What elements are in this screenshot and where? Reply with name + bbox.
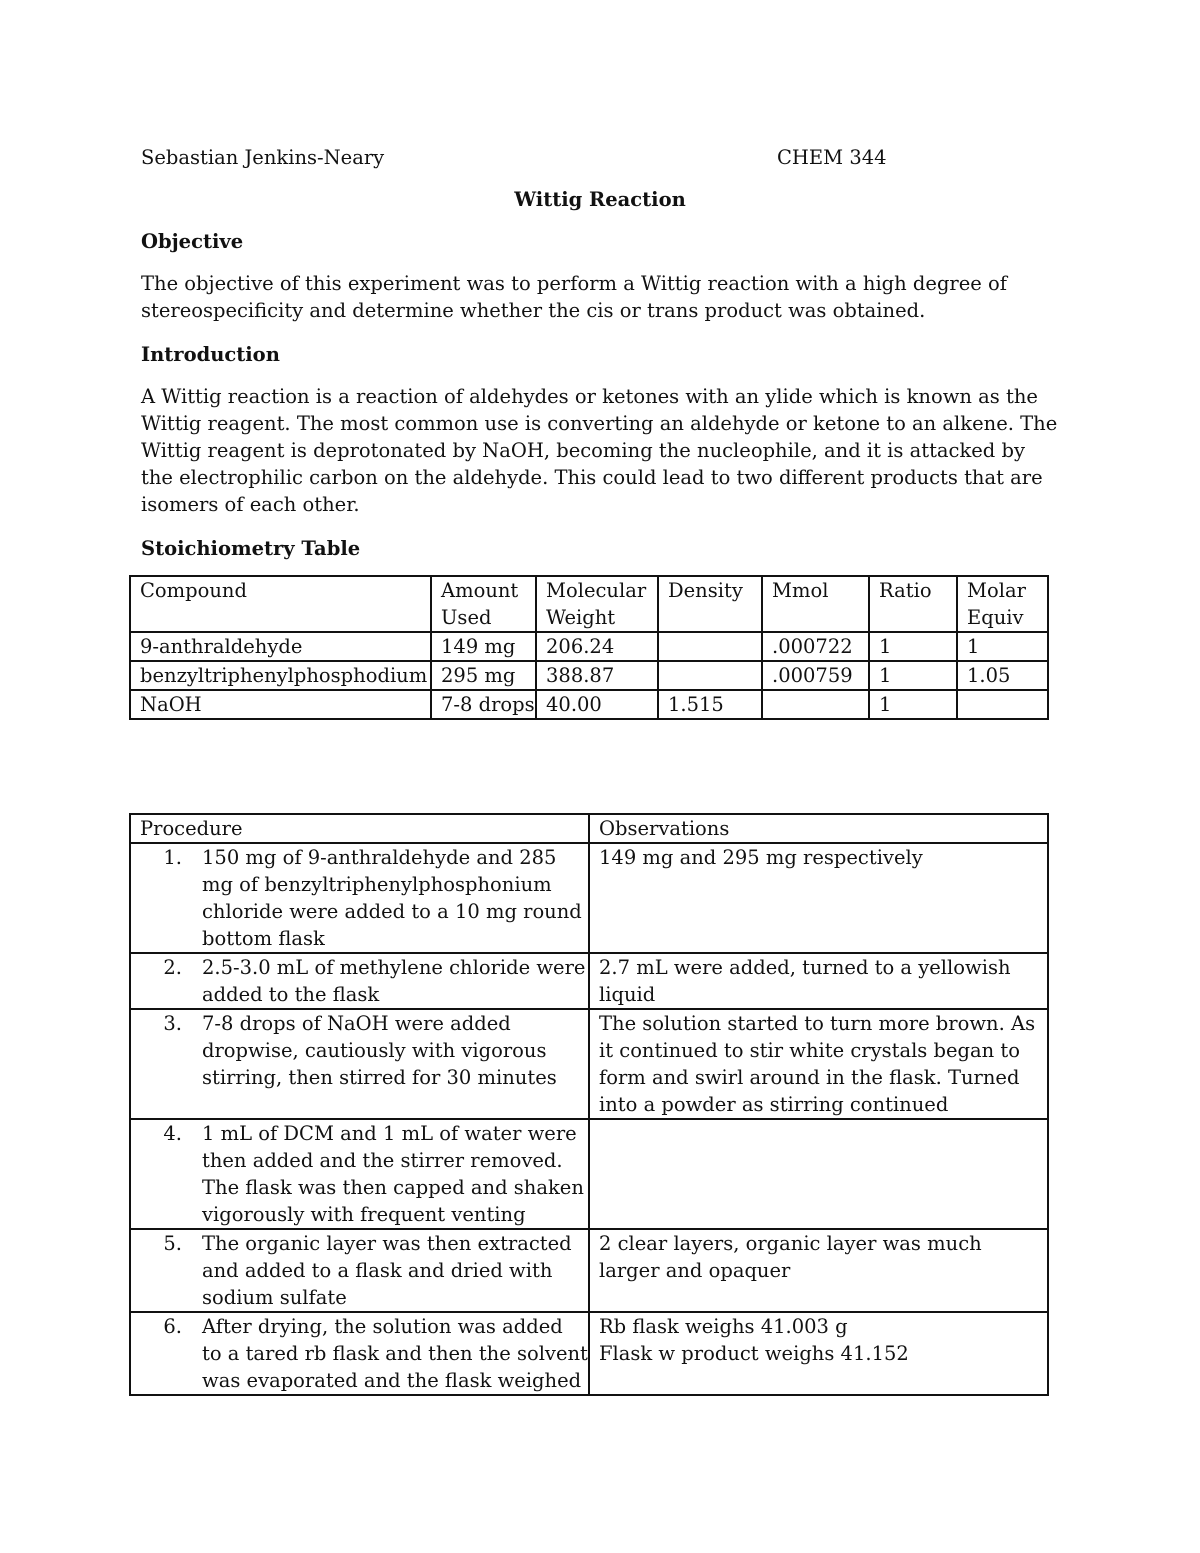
table-header-row [130, 814, 1048, 843]
table-row [130, 1229, 1048, 1312]
column-header: Observations [589, 814, 1048, 843]
table-cell: 9-anthraldehyde [130, 632, 431, 661]
column-header: Ratio [869, 576, 957, 632]
table-cell [658, 632, 762, 661]
table-cell: .000759 [762, 661, 869, 690]
table-row [130, 632, 1048, 661]
table-cell: 7-8 drops [431, 690, 536, 719]
author-name: Sebastian Jenkins-Neary [141, 146, 385, 169]
table-cell: 1.05 [957, 661, 1048, 690]
table-cell: 40.00 [536, 690, 658, 719]
observation-text: The solution started to turn more brown. As it continued to stir white crystals began to form and swirl around in the flask. Turned into a powder as stirring continued [599, 1012, 1036, 1116]
step-number: 1. [163, 846, 182, 869]
column-header: Procedure [130, 814, 589, 843]
table-cell: 149 mg [431, 632, 536, 661]
table-cell: 1 [957, 632, 1048, 661]
column-header: Density [658, 576, 762, 632]
column-header: Amount Used [431, 576, 536, 632]
table-cell: 1 [869, 690, 957, 719]
table-cell: 1 [869, 632, 957, 661]
observation-text: 2 clear layers, organic layer was much larger and opaquer [599, 1232, 982, 1282]
column-header: Molar Equiv [957, 576, 1048, 632]
table-cell [957, 690, 1048, 719]
objective-text: The objective of this experiment was to perform a Wittig reaction with a high degree of stereospecificity and determine whether the cis or trans product was obtained. [141, 272, 1007, 322]
observation-cell-empty [589, 1119, 1048, 1229]
observation-text: 2.7 mL were added, turned to a yellowish liquid [599, 956, 1011, 1006]
table-cell [762, 690, 869, 719]
step-text: 1 mL of DCM and 1 mL of water were then added and the stirrer removed. The flask was then capped and shaken vigorously with frequent venting [202, 1122, 584, 1226]
step-text: 7-8 drops of NaOH were added dropwise, cautiously with vigorous stirring, then stirred for 30 minutes [202, 1012, 557, 1089]
column-header: Mmol [762, 576, 869, 632]
table-cell [658, 661, 762, 690]
step-text: 2.5-3.0 mL of methylene chloride were added to the flask [202, 956, 586, 1006]
introduction-text: A Wittig reaction is a reaction of aldehydes or ketones with an ylide which is known as the Wittig reagent. The most common use is converting an aldehyde or ketone to an alkene. The Wittig reagent is deprotonated by NaOH, becoming the nucleophile, and it is attacked by the electrophilic carbon on the aldehyde. This could lead to two different products that are isomers of each other. [141, 385, 1058, 516]
objective-heading: Objective [141, 230, 244, 253]
step-text: The organic layer was then extracted and added to a flask and dried with sodium sulfate [202, 1232, 572, 1309]
step-number: 5. [163, 1232, 182, 1255]
table-header-row [130, 576, 1048, 632]
table-cell: 206.24 [536, 632, 658, 661]
table-row [130, 1009, 1048, 1119]
table-cell: .000722 [762, 632, 869, 661]
step-number: 2. [163, 956, 182, 979]
table-cell: 1.515 [658, 690, 762, 719]
course-code: CHEM 344 [777, 146, 887, 169]
document-title: Wittig Reaction [514, 188, 686, 211]
observation-text: Rb flask weighs 41.003 g [599, 1315, 848, 1338]
step-number: 3. [163, 1012, 182, 1035]
column-header: Molecular Weight [536, 576, 658, 632]
table-row [130, 843, 1048, 953]
table-cell: benzyltriphenylphosphodium [130, 661, 431, 690]
table-row [130, 953, 1048, 1009]
step-text: 150 mg of 9-anthraldehyde and 285 mg of benzyltriphenylphosphonium chloride were added to a 10 mg round bottom flask [202, 846, 582, 950]
table-row [130, 1312, 1048, 1395]
observation-text: 149 mg and 295 mg respectively [599, 846, 923, 869]
table-cell: 1 [869, 661, 957, 690]
step-number: 6. [163, 1315, 182, 1338]
table-cell: 388.87 [536, 661, 658, 690]
stoichiometry-heading: Stoichiometry Table [141, 537, 361, 560]
observation-text: Flask w product weighs 41.152 [599, 1342, 909, 1365]
table-row [130, 690, 1048, 719]
introduction-heading: Introduction [141, 343, 280, 366]
table-row [130, 661, 1048, 690]
table-row [130, 1119, 1048, 1229]
step-text: After drying, the solution was added to a tared rb flask and then the solvent was evaporated and the flask weighed [202, 1315, 588, 1392]
column-header: Compound [130, 576, 431, 632]
table-cell: 295 mg [431, 661, 536, 690]
stoichiometry-table [129, 575, 1049, 720]
table-cell: NaOH [130, 690, 431, 719]
step-number: 4. [163, 1122, 182, 1145]
procedure-table [129, 813, 1049, 1396]
